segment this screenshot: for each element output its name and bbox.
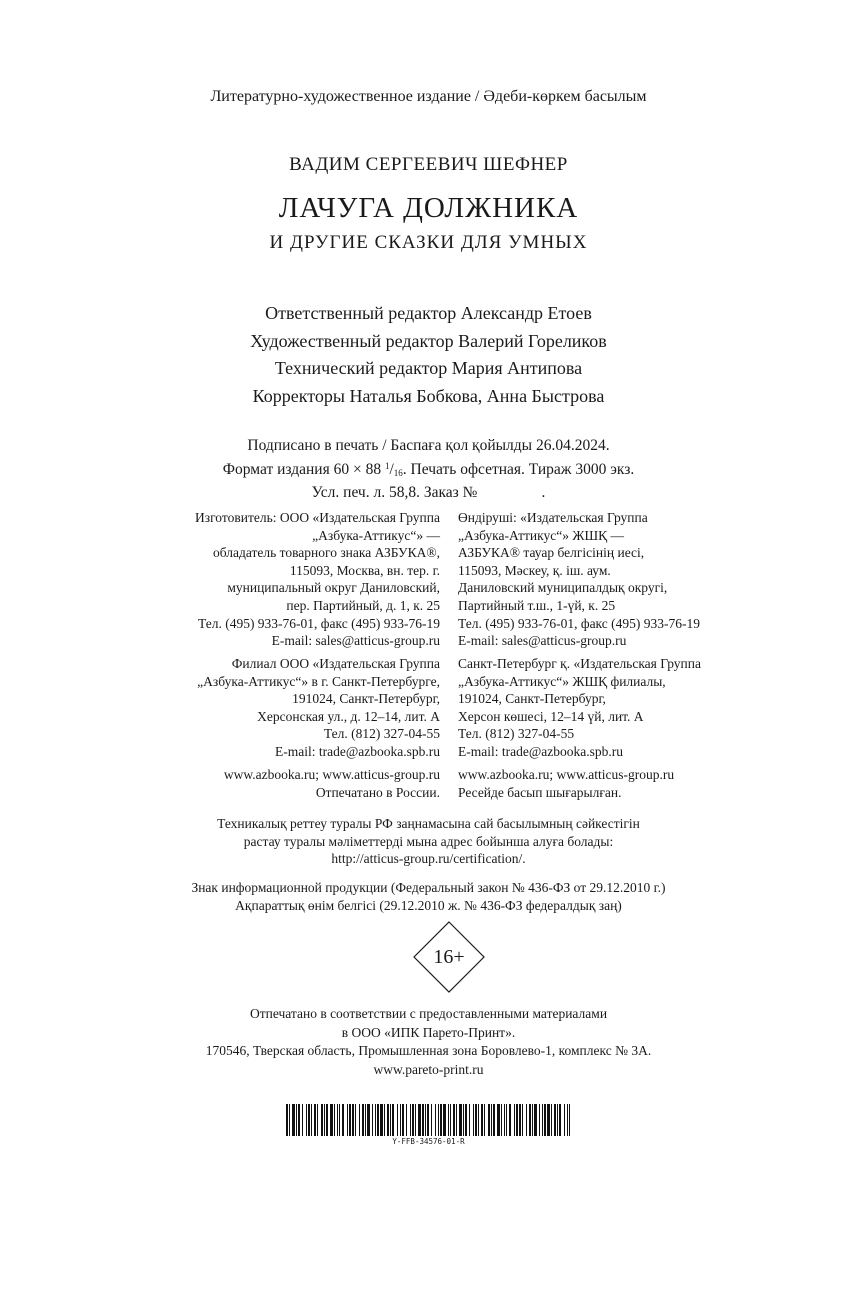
barcode-bar [355,1104,356,1136]
branch-kz-line: Херсон көшесі, 12–14 үй, лит. А [458,708,644,724]
barcode-bar [491,1104,492,1136]
barcode-bar [330,1104,333,1136]
branch-kz-line: „Азбука-Аттикус“» ЖШҚ филиалы, [458,673,666,689]
barcode-bar [334,1104,335,1136]
barcode-bar [544,1104,546,1136]
web-ru-sites: www.azbooka.ru; www.atticus-group.ru [223,767,440,782]
print-info-block [0,436,857,503]
barcode-bar [567,1104,568,1136]
barcode-bar [412,1104,414,1136]
age-rating-badge [413,921,485,993]
barcode-bar [514,1104,515,1136]
barcode-bar [302,1104,303,1136]
info-sign-kz: Ақпараттық өнім белгісі (29.12.2010 ж. № 436-ФЗ федералдық заң) [235,897,622,913]
barcode-bar [397,1104,398,1136]
barcode-bar [292,1104,295,1136]
author-name: ВАДИМ СЕРГЕЕВИЧ ШЕФНЕР [289,154,568,175]
printer-line: в ООО «ИПК Парето-Принт». [341,1024,516,1040]
signed-line: Подписано в печать / Баспаға қол қойылды 26.04.2024. [247,437,610,454]
barcode-bar [372,1104,373,1136]
barcode-bar [431,1104,432,1136]
web-ru [224,766,440,801]
barcode-bar [504,1104,505,1136]
barcode-bar [317,1104,318,1136]
web-kz-sites: www.azbooka.ru; www.atticus-group.ru [458,767,675,782]
barcode-bar [425,1104,426,1136]
manufacturer-kz-line: Өндіруші: «Издательская Группа [458,510,648,525]
barcode-bar [564,1104,565,1136]
certification-block [0,815,857,868]
barcode-bar [311,1104,312,1136]
manufacturer-kz [458,509,700,650]
certification-line: растау туралы мәліметтерді мына адрес бойынша алуға болады: [243,833,614,849]
barcode-bar [529,1104,531,1136]
manufacturer-ru-line: пер. Партийный, д. 1, к. 25 [286,597,440,613]
branch-kz [458,655,701,761]
manufacturer-ru-line: Изготовитель: ООО «Издательская Группа [195,510,440,525]
barcode-bar [377,1104,379,1136]
barcode-icon [286,1104,570,1136]
book-subtitle: И ДРУГИЕ СКАЗКИ ДЛЯ УМНЫХ [269,232,588,253]
barcode-bar [415,1104,416,1136]
manufacturer-ru-line: 115093, Москва, вн. тер. г. [289,562,440,578]
web-ru-printed: Отпечатано в России. [315,784,440,800]
barcode-bar [569,1104,570,1136]
barcode-code: Y-FFB-34576-01-R [392,1137,465,1146]
barcode-bar [289,1104,290,1136]
printer-line: Отпечатано в соответствии с предоставленными материалами [249,1006,608,1021]
barcode-bar [501,1104,502,1136]
certification-line: Техникалық реттеу туралы РФ заңнамасына сай басылымның сәйкестігін [217,816,640,831]
barcode-bar [440,1104,442,1136]
format-denominator: 16 [393,468,403,478]
barcode-bar [342,1104,344,1136]
barcode-bar [314,1104,316,1136]
manufacturer-kz-line: АЗБУКА® тауар белгісінің иесі, [458,545,645,561]
barcode-bar [410,1104,411,1136]
barcode-bar [557,1104,558,1136]
editors-block [0,300,857,410]
manufacturer-ru [195,509,440,650]
barcode-bar [390,1104,391,1136]
barcode-bar [367,1104,370,1136]
format-suffix: . Печать офсетная. Тираж 3000 экз. [402,461,635,478]
manufacturer-ru-line: обладатель товарного знака АЗБУКА®, [212,545,440,561]
barcode-bar [473,1104,474,1136]
editor-line: Корректоры Наталья Бобкова, Анна Быстрова [252,385,605,406]
manufacturer-kz-line: „Азбука-Аттикус“» ЖШҚ — [458,527,624,543]
editor-line: Художественный редактор Валерий Гореликов [250,330,607,351]
barcode-bar [380,1104,383,1136]
barcode-bar [387,1104,389,1136]
format-numerator: 1 [384,461,390,471]
sheets-prefix: Усл. печ. л. 58,8. Заказ № [311,484,478,501]
barcode-bar [542,1104,543,1136]
barcode-bar [506,1104,507,1136]
barcode-bar [516,1104,518,1136]
barcode-bar [339,1104,340,1136]
barcode-bar [296,1104,297,1136]
barcode-bar [554,1104,556,1136]
barcode-bar [418,1104,421,1136]
barcode-bar [400,1104,401,1136]
barcode-bar [286,1104,288,1136]
editor-line: Ответственный редактор Александр Етоев [265,303,592,323]
barcode-bar [463,1104,464,1136]
barcode-bar [349,1104,351,1136]
barcode-bar [519,1104,521,1136]
printer-block [0,1005,857,1079]
barcode-bar [493,1104,495,1136]
barcode-bar [522,1104,523,1136]
barcode-bar [326,1104,328,1136]
barcode-bar [362,1104,364,1136]
info-sign-ru: Знак информационной продукции (Федеральный закон № 436-ФЗ от 29.12.2010 г.) [191,880,666,895]
branch-ru-line: Тел. (812) 327-04-55 [323,726,440,742]
barcode-bar [443,1104,446,1136]
barcode-bar [365,1104,366,1136]
sheets-line [0,483,857,503]
manufacturer-kz-line: 115093, Мәскеу, қ. іш. аум. [458,562,611,578]
manufacturer-kz-email: E-mail: sales@atticus-group.ru [458,633,627,649]
barcode-bar [448,1104,449,1136]
barcode-bar [459,1104,462,1136]
barcode-bar [435,1104,436,1136]
branch-ru-email: E-mail: trade@azbooka.spb.ru [275,743,440,759]
barcode-bar [456,1104,457,1136]
barcode-bar [375,1104,376,1136]
barcode-bar [337,1104,338,1136]
branch-ru-line: Филиал ООО «Издательская Группа [231,656,440,671]
age-rating-text: 16+ [433,946,465,968]
branch-kz-line: Тел. (812) 327-04-55 [458,726,575,742]
barcode-bar [359,1104,360,1136]
branch-kz-line: Санкт-Петербург қ. «Издательская Группа [458,656,701,671]
manufacturer-kz-line: Тел. (495) 933-76-01, факс (495) 933-76-19 [458,615,701,631]
barcode-bar [532,1104,533,1136]
barcode-bar [438,1104,439,1136]
manufacturer-ru-line: Тел. (495) 933-76-01, факс (495) 933-76-19 [197,615,440,631]
sheets-suffix: . [541,484,546,501]
barcode-bar [324,1104,325,1136]
genre-line: Литературно-художественное издание / Әдеби-көркем басылым [210,88,647,105]
info-sign-block [0,879,857,914]
barcode-bar [547,1104,550,1136]
barcode-bar [475,1104,477,1136]
barcode-bar [352,1104,354,1136]
manufacturer-ru-email: E-mail: sales@atticus-group.ru [271,633,440,649]
manufacturer-ru-line: „Азбука-Аттикус“» — [312,527,440,543]
editor-line: Технический редактор Мария Антипова [274,358,583,378]
branch-ru-line: Херсонская ул., д. 12–14, лит. А [257,708,440,724]
certification-url: http://atticus-group.ru/certification/. [331,851,526,867]
branch-kz-line: 191024, Санкт-Петербург, [458,691,606,707]
printer-url: www.pareto-print.ru [373,1061,484,1077]
web-kz [458,766,674,801]
barcode-bar [384,1104,385,1136]
barcode-bar [484,1104,485,1136]
barcode-bar [450,1104,451,1136]
barcode-bar [298,1104,300,1136]
printer-address: 170546, Тверская область, Промышленная зона Боровлево-1, комплекс № 3А. [205,1043,652,1058]
barcode-bar [308,1104,310,1136]
barcode-bar [306,1104,307,1136]
barcode-bar [422,1104,424,1136]
barcode-bar [453,1104,455,1136]
barcode-bar [478,1104,479,1136]
barcode-bar [465,1104,467,1136]
manufacturer-ru-line: муниципальный округ Даниловский, [227,580,440,596]
barcode-bar [481,1104,483,1136]
barcode-bar [321,1104,323,1136]
barcode-bar [526,1104,527,1136]
barcode-bar [427,1104,429,1136]
book-title: ЛАЧУГА ДОЛЖНИКА [278,192,579,224]
manufacturer-kz-line: Партийный т.ш., 1-үй, к. 25 [458,597,616,613]
branch-kz-email: E-mail: trade@azbooka.spb.ru [458,743,623,759]
barcode-bar [497,1104,500,1136]
barcode-bar [488,1104,490,1136]
format-prefix: Формат издания 60 × 88 [222,461,385,478]
web-kz-printed: Ресейде басып шығарылған. [458,784,622,800]
barcode-bar [392,1104,394,1136]
barcode-bar [551,1104,552,1136]
barcode-bar [469,1104,470,1136]
branch-ru-line: 191024, Санкт-Петербург, [292,691,440,707]
barcode-bar [559,1104,561,1136]
branch-ru [197,655,440,761]
barcode-bar [509,1104,511,1136]
barcode-bar [406,1104,407,1136]
barcode-bar [539,1104,540,1136]
barcode-bar [402,1104,404,1136]
format-line: Формат издания 60 × 88 $^1/_{16}$. Печать офсетная. Тираж 3000 экз. [222,461,635,478]
manufacturer-kz-line: Даниловский муниципалдық округі, [458,580,668,596]
barcode-bar [347,1104,348,1136]
branch-ru-line: „Азбука-Аттикус“» в г. Санкт-Петербурге, [197,673,440,689]
barcode-bar [534,1104,537,1136]
